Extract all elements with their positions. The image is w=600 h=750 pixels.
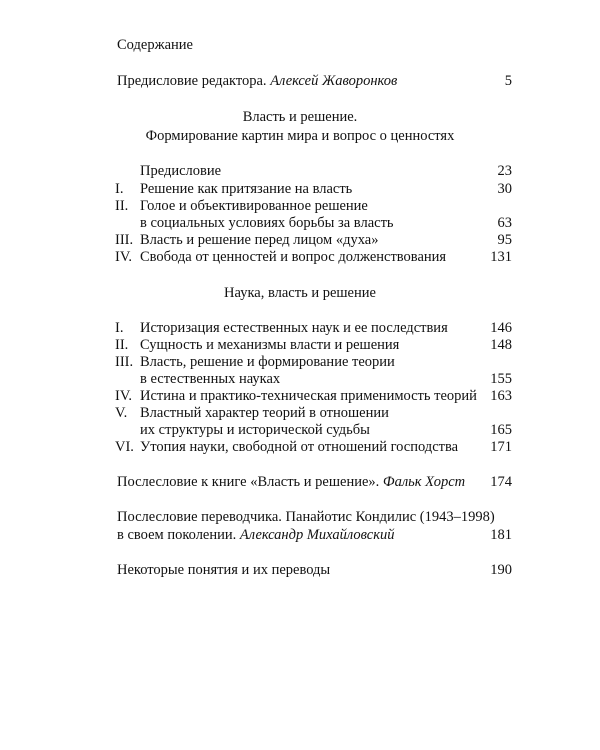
chapter-title[interactable]: Решение как притязание на власть <box>140 181 353 197</box>
chapter-number: II. <box>115 337 129 353</box>
chapter-title[interactable]: Историзация естественных наук и ее последствия <box>140 320 448 336</box>
page-number: 165 <box>490 422 512 438</box>
chapter-title[interactable]: Сущность и механизмы власти и решения <box>140 337 400 353</box>
toc-entry-translator-afterword-cont[interactable] <box>117 527 394 544</box>
page-number: 171 <box>490 439 512 455</box>
part2-title: Наука, власть и решение <box>224 285 376 301</box>
entry-author: Александр Михайловский <box>239 527 395 543</box>
toc-entry-translator-afterword[interactable]: Послесловие переводчика. Панайотис Кондилис (1943–1998) <box>117 509 495 525</box>
entry-label: в своем поколении. <box>117 527 237 543</box>
part1-title-line2: Формирование картин мира и вопрос о ценностях <box>145 128 455 144</box>
page-number: 163 <box>490 388 512 404</box>
page-number: 30 <box>497 181 512 197</box>
chapter-number: III. <box>115 232 134 248</box>
chapter-title[interactable]: Истина и практико-техническая применимость теорий <box>140 388 477 404</box>
chapter-title[interactable]: Свобода от ценностей и вопрос долженствования <box>140 249 447 265</box>
chapter-title[interactable]: Голое и объективированное решение <box>140 198 368 214</box>
page-number: 181 <box>490 527 512 543</box>
chapter-title[interactable]: Власть и решение перед лицом «духа» <box>140 232 379 248</box>
chapter-number: III. <box>115 354 134 370</box>
page-number: 146 <box>490 320 512 336</box>
page-number: 190 <box>490 562 512 578</box>
chapter-number: V. <box>115 405 128 421</box>
toc-heading: Содержание <box>117 37 193 53</box>
entry-author: Алексей Жаворонков <box>270 73 398 89</box>
chapter-title-cont[interactable]: их структуры и исторической судьбы <box>140 422 370 438</box>
page-number: 174 <box>490 474 512 490</box>
page-number: 95 <box>497 232 512 248</box>
toc-entry-afterword[interactable] <box>117 474 465 491</box>
page-number: 23 <box>497 163 512 179</box>
chapter-number: IV. <box>115 249 133 265</box>
toc-entry-preface[interactable]: Предисловие <box>140 163 222 179</box>
chapter-number: VI. <box>115 439 134 455</box>
toc-entry-editor-preface[interactable] <box>117 73 397 90</box>
chapter-number: I. <box>115 181 124 197</box>
page-number: 63 <box>497 215 512 231</box>
chapter-number: IV. <box>115 388 133 404</box>
entry-label: Предисловие редактора. <box>117 73 267 89</box>
page-number: 5 <box>504 73 512 89</box>
part1-title-line1: Власть и решение. <box>242 109 358 125</box>
page-number: 131 <box>490 249 512 265</box>
chapter-title[interactable]: Власть, решение и формирование теории <box>140 354 395 370</box>
chapter-title-cont[interactable]: в естественных науках <box>140 371 281 387</box>
chapter-number: II. <box>115 198 129 214</box>
chapter-title[interactable]: Утопия науки, свободной от отношений господства <box>140 439 459 455</box>
entry-author: Фальк Хорст <box>382 474 466 490</box>
chapter-title-cont[interactable]: в социальных условиях борьбы за власть <box>140 215 394 231</box>
entry-label: Послесловие к книге «Власть и решение». <box>117 474 380 490</box>
page-number: 155 <box>490 371 512 387</box>
page-number: 148 <box>490 337 512 353</box>
chapter-title[interactable]: Властный характер теорий в отношении <box>140 405 389 421</box>
chapter-number: I. <box>115 320 124 336</box>
toc-entry-glossary[interactable]: Некоторые понятия и их переводы <box>117 562 331 578</box>
